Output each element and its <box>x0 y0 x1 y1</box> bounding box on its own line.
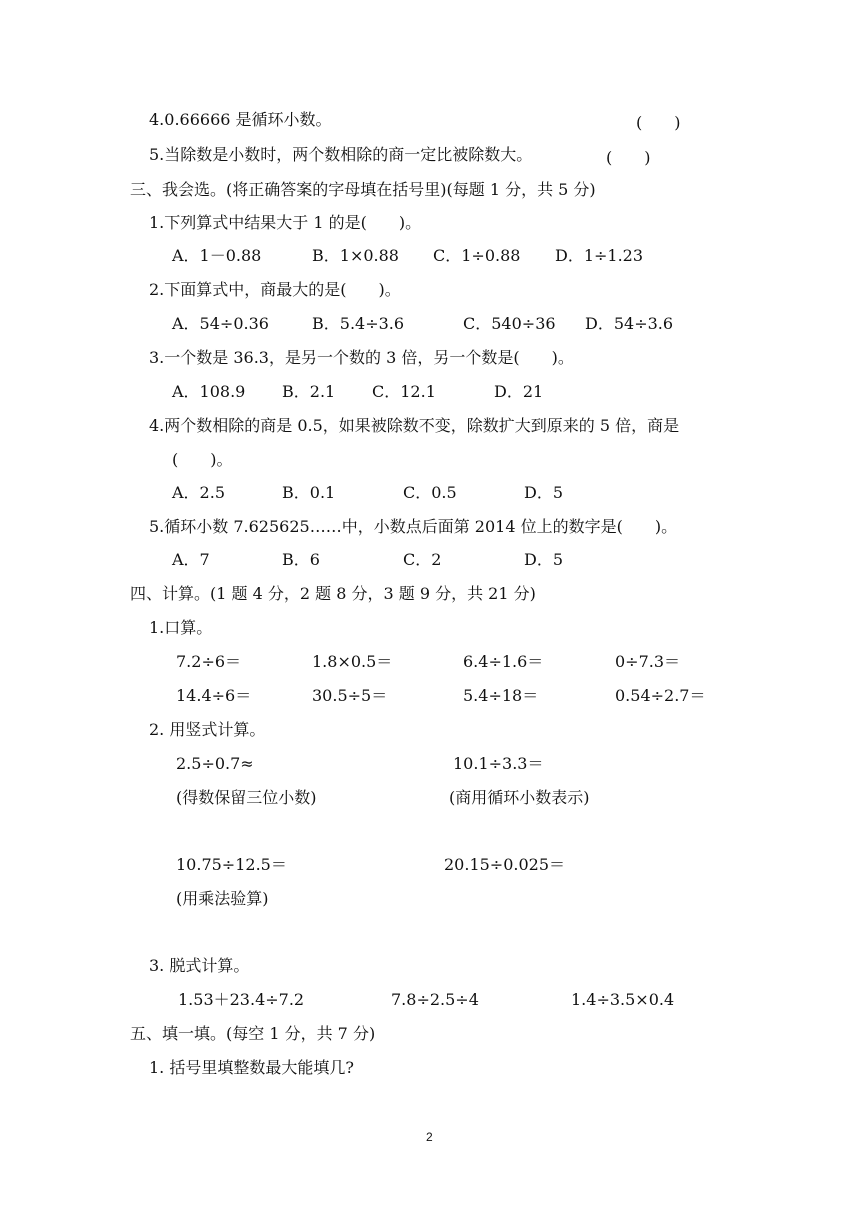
choice-q1: 1.下列算式中结果大于 1 的是( )。 <box>149 213 422 232</box>
choice-q3: 3.一个数是 36.3，是另一个数的 3 倍，另一个数是( )。 <box>149 348 574 367</box>
oral-item: 7.2÷6＝ <box>176 652 242 671</box>
option[interactable]: B．6 <box>282 550 320 569</box>
vertical-note: (用乘法验算) <box>176 889 269 908</box>
judge-q5: 5.当除数是小数时，两个数相除的商一定比被除数大。 <box>149 145 533 164</box>
oral-item: 14.4÷6＝ <box>176 686 252 705</box>
option[interactable]: D．5 <box>524 483 564 502</box>
vertical-item: 20.15÷0.025＝ <box>444 855 566 874</box>
oral-item: 6.4÷1.6＝ <box>463 652 544 671</box>
stepwise-calc-title: 3. 脱式计算。 <box>149 956 250 975</box>
vertical-item: 2.5÷0.7≈ <box>176 754 254 773</box>
option[interactable]: B．1×0.88 <box>312 246 399 265</box>
option[interactable]: C．2 <box>403 550 442 569</box>
vertical-note: (得数保留三位小数) <box>176 788 317 807</box>
vertical-calc-title: 2. 用竖式计算。 <box>149 720 266 739</box>
option[interactable]: C．540÷36 <box>463 314 556 333</box>
section-title-fill: 五、填一填。(每空 1 分，共 7 分) <box>130 1024 376 1043</box>
option[interactable]: D．5 <box>524 550 564 569</box>
vertical-item: 10.75÷12.5＝ <box>176 855 287 874</box>
option[interactable]: A．108.9 <box>172 382 246 401</box>
vertical-note: (商用循环小数表示) <box>449 788 590 807</box>
oral-item: 1.8×0.5＝ <box>312 652 393 671</box>
option[interactable]: A．1－0.88 <box>172 246 262 265</box>
oral-item: 0÷7.3＝ <box>615 652 681 671</box>
option[interactable]: B．5.4÷3.6 <box>312 314 405 333</box>
judge-q4: 4.0.66666 是循环小数。 <box>149 110 332 129</box>
oral-calc-title: 1.口算。 <box>149 618 213 637</box>
option[interactable]: A．54÷0.36 <box>172 314 269 333</box>
oral-item: 5.4÷18＝ <box>463 686 539 705</box>
answer-paren[interactable]: ( ) <box>606 148 651 167</box>
option[interactable]: B．0.1 <box>282 483 336 502</box>
choice-q2: 2.下面算式中，商最大的是( )。 <box>149 280 401 299</box>
option[interactable]: B．2.1 <box>282 382 336 401</box>
option[interactable]: C．1÷0.88 <box>433 246 521 265</box>
answer-paren[interactable]: ( ) <box>636 113 681 132</box>
oral-item: 30.5÷5＝ <box>312 686 388 705</box>
choice-q4-paren: ( )。 <box>172 450 233 469</box>
option[interactable]: A．2.5 <box>172 483 226 502</box>
stepwise-item: 1.4÷3.5×0.4 <box>571 990 675 1009</box>
option[interactable]: C．12.1 <box>372 382 436 401</box>
stepwise-item: 1.53＋23.4÷7.2 <box>178 990 305 1009</box>
option[interactable]: D．1÷1.23 <box>555 246 644 265</box>
stepwise-item: 7.8÷2.5÷4 <box>391 990 479 1009</box>
section-title-choice: 三、我会选。(将正确答案的字母填在括号里)(每题 1 分，共 5 分) <box>130 180 596 199</box>
section-title-calc: 四、计算。(1 题 4 分，2 题 8 分，3 题 9 分，共 21 分) <box>130 584 536 603</box>
oral-item: 0.54÷2.7＝ <box>615 686 706 705</box>
vertical-item: 10.1÷3.3＝ <box>453 754 544 773</box>
option[interactable]: D．21 <box>494 382 544 401</box>
page-number: 2 <box>426 1130 433 1144</box>
choice-q5: 5.循环小数 7.625625……中，小数点后面第 2014 位上的数字是( )。 <box>149 517 678 536</box>
option[interactable]: C．0.5 <box>403 483 457 502</box>
option[interactable]: A．7 <box>172 550 210 569</box>
fill-q1: 1. 括号里填整数最大能填几? <box>149 1058 354 1077</box>
choice-q4: 4.两个数相除的商是 0.5，如果被除数不变，除数扩大到原来的 5 倍，商是 <box>149 416 680 435</box>
option[interactable]: D．54÷3.6 <box>585 314 674 333</box>
